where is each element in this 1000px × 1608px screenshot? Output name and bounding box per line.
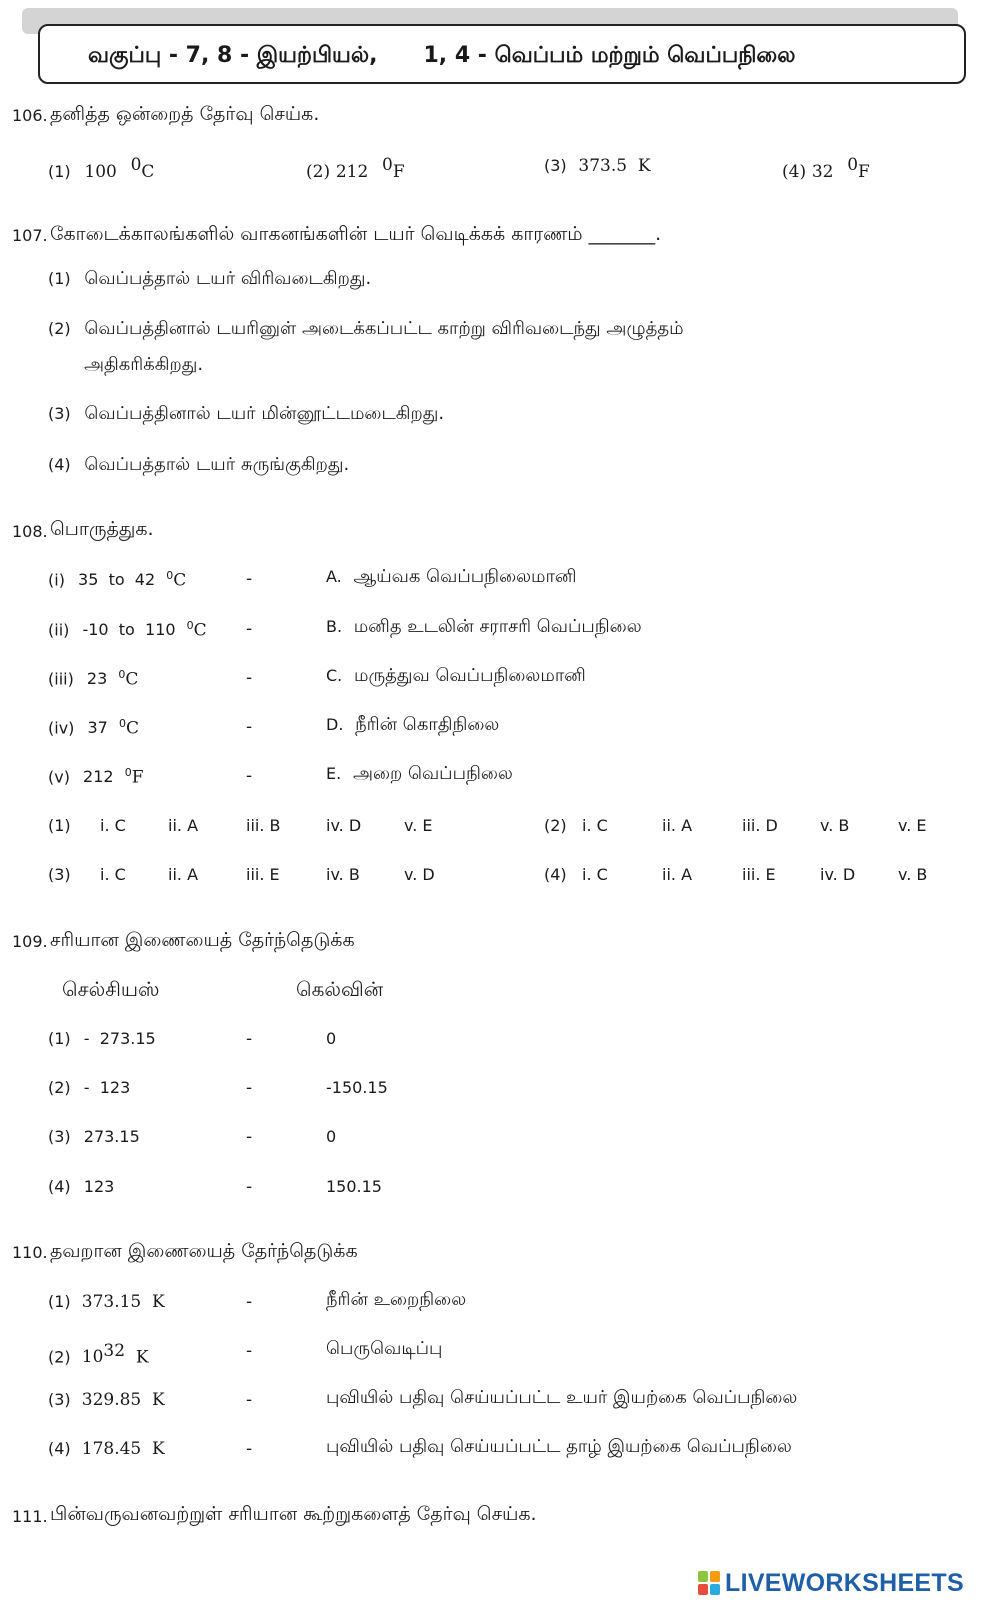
answer-item: i. C	[100, 816, 126, 835]
row-dash: -	[246, 1390, 253, 1410]
q107-option-4[interactable]	[48, 454, 349, 477]
answer-item: v. B	[898, 865, 928, 884]
answer-item: i. C	[582, 865, 608, 884]
option-label: (3)	[544, 156, 567, 175]
row-dash: -	[246, 1127, 253, 1147]
option-label: (3)	[48, 404, 71, 423]
item-value: 212	[83, 767, 114, 787]
q110-option-3[interactable]	[48, 1390, 165, 1410]
q107-option-1[interactable]	[48, 268, 371, 291]
answer-item: v. B	[820, 816, 850, 835]
option-label: (1)	[48, 1029, 71, 1048]
row-dash: -	[246, 1292, 253, 1312]
match-dash: -	[246, 569, 253, 589]
option-text: வெப்பத்தால் டயர் சுருங்குகிறது.	[84, 454, 350, 475]
answer-item: ii. A	[662, 865, 693, 884]
option-text: வெப்பத்தால் டயர் விரிவடைகிறது.	[84, 268, 372, 289]
question-number-109: 109.	[12, 932, 48, 951]
match-left-1	[48, 569, 186, 590]
celsius-value: - 123	[83, 1078, 131, 1097]
item-unit: C	[125, 669, 139, 690]
option-label: (4)	[48, 1439, 71, 1458]
answer-item: iv. D	[820, 865, 856, 884]
item-text: அறை வெப்பநிலை	[352, 763, 513, 784]
degree-sup: 0	[130, 155, 142, 175]
option-label: (2)	[306, 162, 331, 182]
question-text-110: தவறான இணையைத் தேர்ந்தெடுக்க	[50, 1240, 358, 1262]
option-unit: F	[392, 162, 405, 182]
answer-label: (1)	[48, 816, 71, 835]
option-label: (4)	[48, 455, 71, 474]
question-text-109: சரியான இணையைத் தேர்ந்தெடுக்க	[50, 929, 355, 951]
option-unit: K	[125, 1347, 149, 1368]
item-label: E.	[326, 764, 342, 783]
item-label: (v)	[48, 767, 70, 787]
option-value: 100	[84, 162, 117, 182]
degree-sup: 0	[382, 155, 393, 175]
match-right-B	[326, 616, 642, 639]
option-text: பெருவெடிப்பு	[326, 1338, 443, 1359]
match-right-A	[326, 566, 576, 589]
question-number-108: 108.	[12, 522, 48, 541]
match-right-D	[326, 714, 499, 737]
item-value: 35 to 42	[78, 570, 156, 590]
option-text: புவியில் பதிவு செய்யப்பட்ட உயர் இயற்கை வெப்பநிலை	[326, 1387, 798, 1408]
degree-sup: 0	[847, 155, 859, 175]
option-value: 178.45 K	[81, 1439, 165, 1459]
kelvin-value: 0	[326, 1029, 337, 1048]
option-label: (1)	[48, 269, 71, 288]
option-value: 373.5 K	[578, 156, 651, 176]
question-text-106: தனித்த ஒன்றைத் தேர்வு செய்க.	[50, 103, 320, 125]
question-number-107: 107.	[12, 226, 48, 245]
answer-item: v. D	[404, 865, 435, 884]
match-right-C	[326, 665, 586, 688]
question-number-106: 106.	[12, 106, 48, 125]
item-label: A.	[326, 567, 342, 586]
option-label: (4)	[48, 1177, 71, 1196]
answer-label: (4)	[544, 865, 567, 884]
answer-item: iii. B	[246, 816, 281, 835]
q109-option-2[interactable]	[48, 1078, 130, 1097]
answer-item: v. E	[404, 816, 433, 835]
item-unit: C	[173, 570, 187, 591]
celsius-value: 273.15	[83, 1127, 140, 1146]
answer-item: i. C	[100, 865, 126, 884]
degree-sup: 0	[118, 668, 126, 681]
option-label: (2)	[48, 319, 71, 338]
logo-text: LIVEWORKSHEETS	[725, 1568, 964, 1597]
match-left-4	[48, 717, 139, 738]
option-unit: F	[858, 162, 870, 182]
item-label: (ii)	[48, 620, 70, 640]
option-text: புவியில் பதிவு செய்யப்பட்ட தாழ் இயற்கை வெப்பநிலை	[326, 1436, 792, 1457]
column-header-celsius: செல்சியஸ்	[62, 977, 160, 1001]
match-right-E	[326, 763, 513, 786]
q106-option-3[interactable]	[544, 155, 651, 176]
match-left-3	[48, 668, 138, 689]
q109-option-1[interactable]	[48, 1029, 156, 1048]
q107-option-2[interactable]	[48, 318, 684, 341]
degree-sup: 0	[118, 717, 126, 730]
kelvin-value: 150.15	[326, 1177, 382, 1196]
kelvin-value: 0	[326, 1127, 337, 1146]
question-number-111: 111.	[12, 1507, 48, 1526]
match-dash: -	[246, 668, 253, 688]
q108-answer-1[interactable]	[48, 816, 71, 835]
item-label: C.	[326, 666, 343, 685]
answer-label: (3)	[48, 865, 71, 884]
item-value: -10 to 110	[82, 620, 176, 640]
option-label: (2)	[48, 1347, 71, 1367]
celsius-value: 123	[83, 1177, 115, 1196]
celsius-value: - 273.15	[83, 1029, 156, 1048]
question-text-111: பின்வருவனவற்றுள் சரியான கூற்றுகளைத் தேர்வு செய்க.	[50, 1503, 537, 1525]
answer-item: iv. B	[326, 865, 360, 884]
q110-option-1[interactable]	[48, 1292, 165, 1312]
page-title: வகுப்பு - 7, 8 - இயற்பியல், 1, 4 - வெப்பம் மற்றும் வெப்பநிலை	[88, 43, 796, 68]
degree-sup: 0	[124, 766, 132, 779]
liveworksheets-logo	[698, 1568, 964, 1598]
item-label: D.	[326, 715, 344, 734]
answer-label: (2)	[544, 816, 567, 835]
item-value: 23	[86, 669, 108, 689]
question-text-108: பொருத்துக.	[50, 518, 154, 540]
option-label: (3)	[48, 1127, 71, 1146]
option-text: வெப்பத்தினால் டயர் மின்னூட்டமடைகிறது.	[84, 403, 445, 424]
q106-option-4[interactable]	[782, 155, 870, 182]
item-text: மனித உடலின் சராசரி வெப்பநிலை	[353, 616, 642, 637]
answer-item: i. C	[582, 816, 608, 835]
q109-option-3[interactable]	[48, 1127, 140, 1146]
option-text: நீரின் உறைநிலை	[326, 1289, 467, 1310]
match-left-2	[48, 619, 207, 640]
answer-item: iv. D	[326, 816, 362, 835]
q109-option-4[interactable]	[48, 1177, 114, 1196]
q107-option-3[interactable]	[48, 403, 444, 426]
degree-sup: 0	[186, 619, 194, 632]
item-text: மருத்துவ வெப்பநிலைமானி	[354, 665, 586, 686]
answer-item: iii. E	[742, 865, 776, 884]
item-text: நீரின் கொதிநிலை	[355, 714, 500, 735]
row-dash: -	[246, 1177, 253, 1197]
question-number-110: 110.	[12, 1243, 48, 1262]
option-value: 32	[811, 162, 834, 182]
option-value: 212	[335, 162, 369, 182]
q110-option-2[interactable]	[48, 1341, 149, 1367]
match-left-5	[48, 766, 143, 787]
q108-answer-4[interactable]	[544, 865, 567, 884]
item-text: ஆய்வக வெப்பநிலைமானி	[353, 566, 577, 587]
row-dash: -	[246, 1078, 253, 1098]
row-dash: -	[246, 1341, 253, 1361]
item-label: (i)	[48, 570, 65, 590]
row-dash: -	[246, 1029, 253, 1049]
option-label: (2)	[48, 1078, 71, 1097]
q108-answer-3[interactable]	[48, 865, 71, 884]
match-dash: -	[246, 619, 253, 639]
option-label: (1)	[48, 162, 71, 181]
answer-item: ii. A	[662, 816, 693, 835]
option-text: வெப்பத்தினால் டயரினுள் அடைக்கப்பட்ட காற்று விரிவடைந்து அழுத்தம்	[84, 318, 684, 339]
exponent-sup: 32	[103, 1341, 126, 1361]
item-unit: C	[193, 620, 207, 641]
q108-answer-2[interactable]	[544, 816, 567, 835]
item-label: (iii)	[48, 669, 74, 689]
q106-option-1[interactable]	[48, 155, 154, 182]
kelvin-value: -150.15	[326, 1078, 388, 1097]
option-label: (1)	[48, 1292, 71, 1311]
q110-option-4[interactable]	[48, 1439, 165, 1459]
answer-item: iii. D	[742, 816, 778, 835]
item-value: 37	[87, 718, 108, 738]
match-dash: -	[246, 766, 253, 786]
column-header-kelvin: கெல்வின்	[296, 977, 384, 1001]
option-value: 329.85 K	[81, 1390, 165, 1410]
answer-item: ii. A	[168, 816, 199, 835]
option-label: (4)	[782, 162, 807, 182]
answer-item: iii. E	[246, 865, 280, 884]
option-value: 373.15 K	[81, 1292, 165, 1312]
option-value: 10	[81, 1347, 104, 1368]
option-unit: C	[141, 162, 155, 182]
liveworksheets-icon	[698, 1571, 720, 1595]
option-label: (3)	[48, 1390, 71, 1409]
q107-option-2-continued: அதிகரிக்கிறது.	[84, 354, 204, 375]
degree-sup: 0	[166, 569, 174, 582]
item-label: B.	[326, 617, 343, 636]
answer-item: ii. A	[168, 865, 199, 884]
match-dash: -	[246, 717, 253, 737]
question-text-107: கோடைக்காலங்களில் வாகனங்களின் டயர் வெடிக்கக் காரணம் _______.	[50, 223, 662, 245]
item-unit: F	[131, 767, 144, 788]
q106-option-2[interactable]	[306, 155, 405, 182]
row-dash: -	[246, 1439, 253, 1459]
answer-item: v. E	[898, 816, 927, 835]
item-unit: C	[125, 718, 139, 739]
item-label: (iv)	[48, 718, 75, 738]
